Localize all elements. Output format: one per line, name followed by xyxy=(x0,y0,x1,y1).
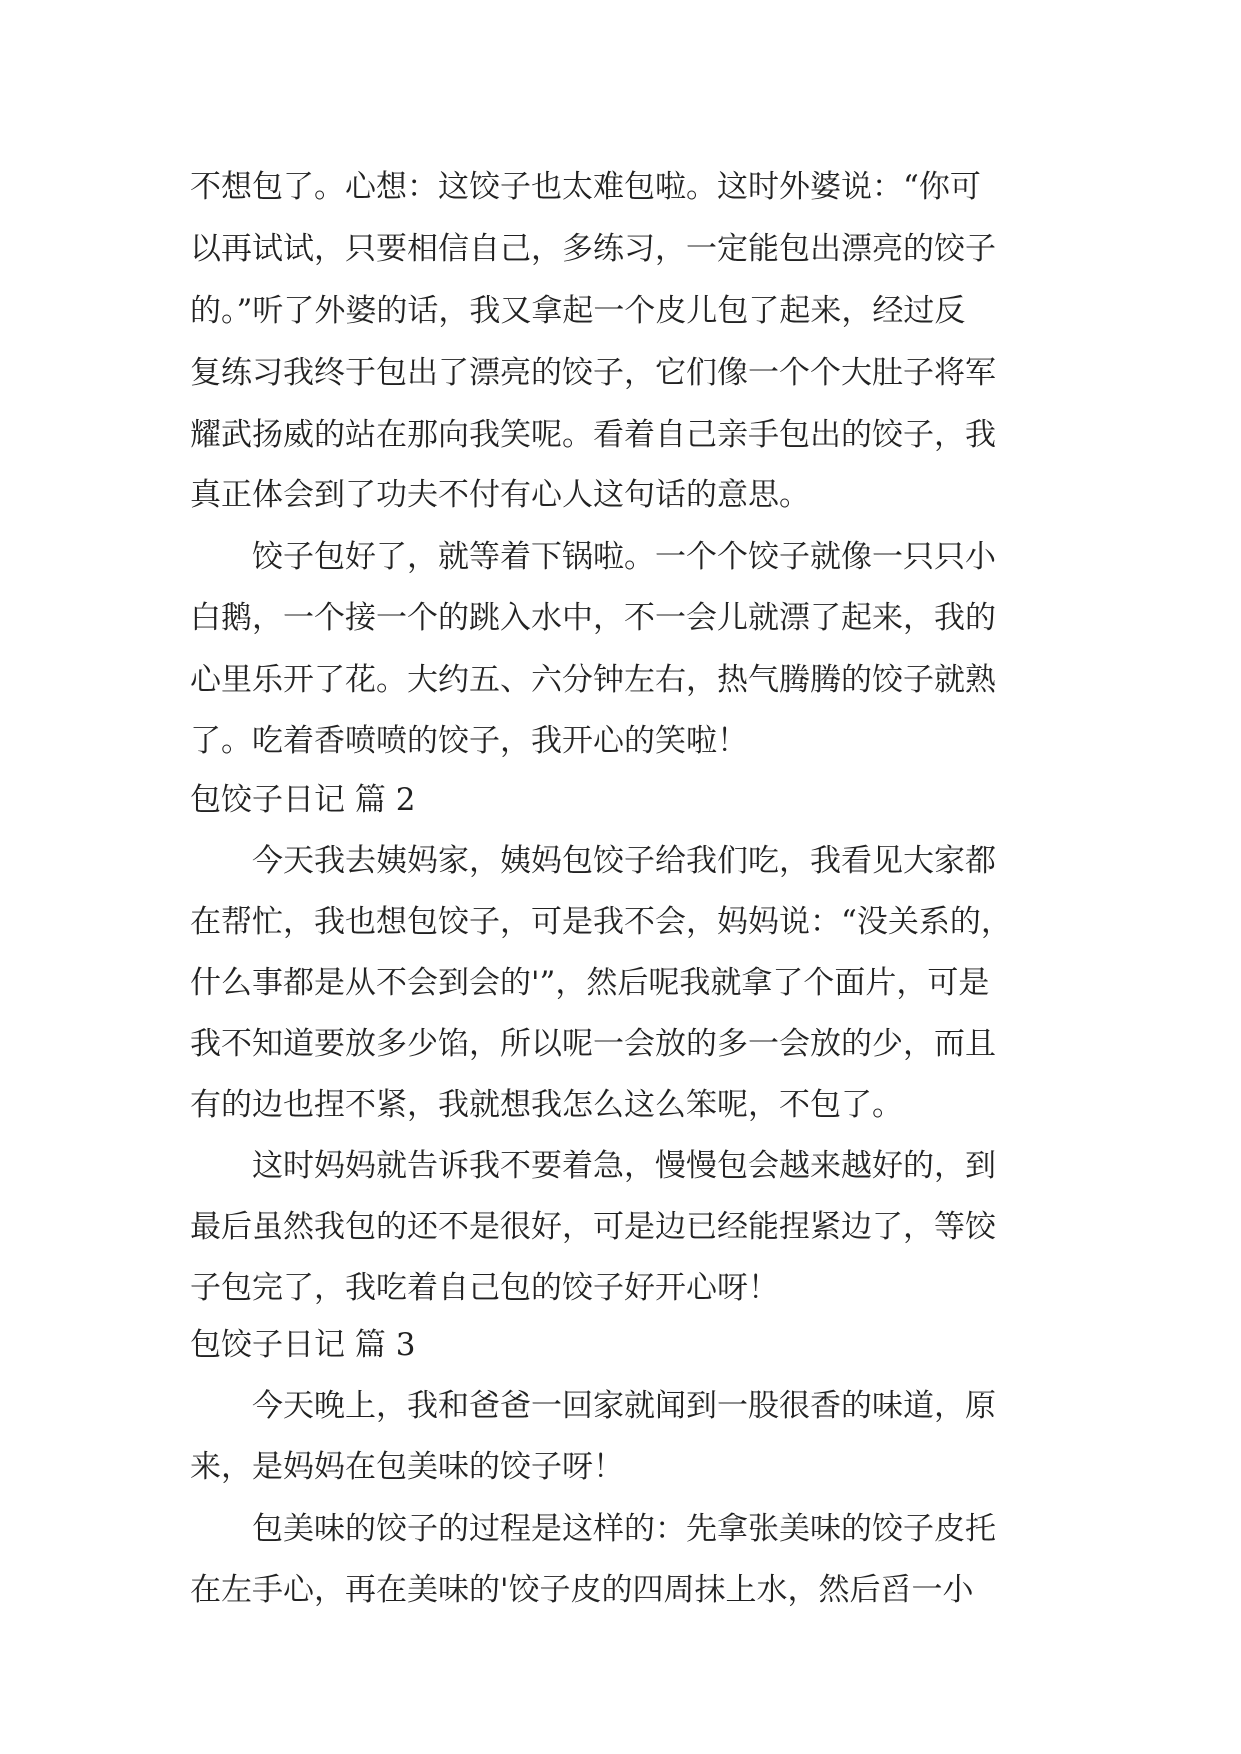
paragraph-start: 饺子包好了，就等着下锅啦。一个个饺子就像一只只小 xyxy=(252,539,996,575)
text-line: 不想包了。心想：这饺子也太难包啦。这时外婆说：“你可 xyxy=(190,169,981,205)
section-heading: 包饺子日记 篇 2 xyxy=(190,782,416,818)
text-line: 复练习我终于包出了漂亮的饺子，它们像一个个大肚子将军 xyxy=(190,355,996,391)
paragraph-start: 这时妈妈就告诉我不要着急，慢慢包会越来越好的，到 xyxy=(252,1148,996,1184)
text-line: 的。”听了外婆的话，我又拿起一个皮儿包了起来，经过反 xyxy=(190,293,966,329)
section-heading: 包饺子日记 篇 3 xyxy=(190,1327,416,1363)
paragraph-start: 包美味的饺子的过程是这样的：先拿张美味的饺子皮托 xyxy=(252,1511,996,1547)
text-line: 白鹅，一个接一个的跳入水中，不一会儿就漂了起来，我的 xyxy=(190,600,996,636)
text-line: 什么事都是从不会到会的'”，然后呢我就拿了个面片，可是 xyxy=(190,965,990,1001)
text-line: 耀武扬威的站在那向我笑呢。看着自己亲手包出的饺子，我 xyxy=(190,417,996,453)
text-line: 我不知道要放多少馅，所以呢一会放的多一会放的少，而且 xyxy=(190,1026,996,1062)
paragraph-start: 今天晚上，我和爸爸一回家就闻到一股很香的味道，原 xyxy=(252,1388,996,1424)
text-line: 了。吃着香喷喷的饺子，我开心的笑啦！ xyxy=(190,723,748,759)
text-line: 心里乐开了花。大约五、六分钟左右，热气腾腾的饺子就熟 xyxy=(190,662,996,698)
text-line: 来，是妈妈在包美味的饺子呀！ xyxy=(190,1449,624,1485)
paragraph-start: 今天我去姨妈家，姨妈包饺子给我们吃，我看见大家都 xyxy=(252,843,996,879)
text-line: 子包完了，我吃着自己包的饺子好开心呀！ xyxy=(190,1270,779,1306)
text-line: 以再试试，只要相信自己，多练习，一定能包出漂亮的饺子 xyxy=(190,231,996,267)
text-line: 在帮忙，我也想包饺子，可是我不会，妈妈说：“没关系的， xyxy=(190,904,1012,940)
text-line: 真正体会到了功夫不付有心人这句话的意思。 xyxy=(190,477,810,513)
text-line: 有的边也捏不紧，我就想我怎么这么笨呢，不包了。 xyxy=(190,1087,903,1123)
text-line: 在左手心，再在美味的'饺子皮的四周抹上水，然后舀一小 xyxy=(190,1572,974,1608)
text-line: 最后虽然我包的还不是很好，可是边已经能捏紧边了，等饺 xyxy=(190,1209,996,1245)
